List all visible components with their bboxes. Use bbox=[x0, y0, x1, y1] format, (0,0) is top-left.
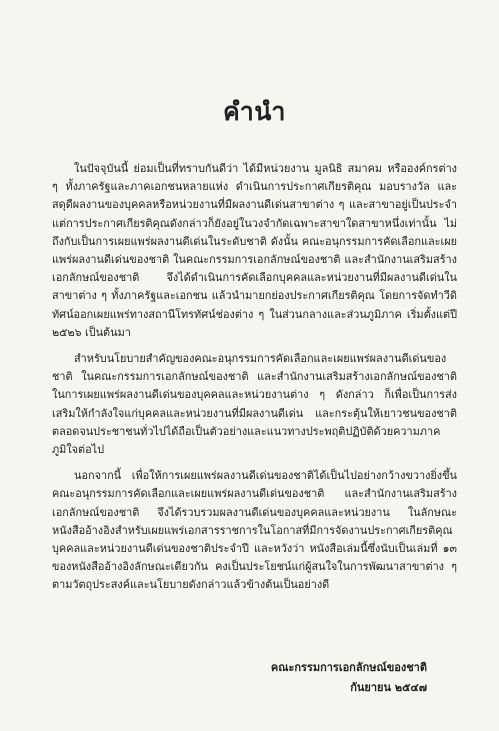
signature-block bbox=[271, 658, 427, 698]
document-body bbox=[52, 160, 457, 595]
signature-date: กันยายน ๒๕๔๗ bbox=[350, 680, 427, 694]
paragraph-1: ในปัจจุบันนี้ ย่อมเป็นที่ทราบกันดีว่า ได้มีหน่วยงาน มูลนิธิ สมาคม หรือองค์กรต่าง ๆ ทั้งภาครัฐและภาคเอกชนหลายแห่ง ดำเนินการประกาศเกียรติคุณ มอบรางวัล และสดุดีผลงานของบุคคลหรือหน่วยงานที่มีผลงานดีเด่นสาขาต่าง ๆ และสาขาอยู่เป็นประจำ แต่การประกาศเกียรติคุณดังกล่าวก็ยังอยู่ในวงจำกัดเฉพาะสาขาใดสาขาหนึ่งเท่านั้น ไม่ถึงกับเป็นการเผยแพร่ผลงานดีเด่นในระดับชาติ ดังนั้น คณะอนุกรรมการคัดเลือกและเผยแพร่ผลงานดีเด่นของชาติ ในคณะกรรมการเอกลักษณ์ของชาติ และสำนักงานเสริมสร้างเอกลักษณ์ของชาติ จึงได้ดำเนินการคัดเลือกบุคคลและหน่วยงานที่มีผลงานดีเด่นในสาขาต่าง ๆ ทั้งภาครัฐและเอกชน แล้วนำมายกย่องประกาศเกียรติคุณ โดยการจัดทำวีดิทัศน์ออกเผยแพร่ทางสถานีโทรทัศน์ช่องต่าง ๆ ในส่วนกลางและส่วนภูมิภาค เริ่มตั้งแต่ปี ๒๕๒๖ เป็นต้นมา bbox=[52, 162, 457, 339]
paragraph-2: สำหรับนโยบายสำคัญของคณะอนุกรรมการคัดเลือกและเผยแพร่ผลงานดีเด่นของชาติ ในคณะกรรมการเอกลักษณ์ของชาติ และสำนักงานเสริมสร้างเอกลักษณ์ของชาติ ในการเผยแพร่ผลงานดีเด่นของบุคคลและหน่วยงานต่าง ๆ ดังกล่าว ก็เพื่อเป็นการส่งเสริมให้กำลังใจแก่บุคคลและหน่วยงานที่มีผลงานดีเด่น และกระตุ้นให้เยาวชนของชาติตลอดจนประชาชนทั่วไปได้ถือเป็นตัวอย่างและแนวทางประพฤติปฏิบัติด้วยความภาคภูมิใจต่อไป bbox=[52, 352, 457, 457]
signature-organization: คณะกรรมการเอกลักษณ์ของชาติ bbox=[270, 661, 427, 674]
paragraph-3: นอกจากนี้ เพื่อให้การเผยแพร่ผลงานดีเด่นของชาติได้เป็นไปอย่างกว้างขวางยิ่งขึ้น คณะอนุกรรมการคัดเลือกและเผยแพร่ผลงานดีเด่นของชาติ และสำนักงานเสริมสร้างเอกลักษณ์ของชาติ จึงได้รวบรวมผลงานดีเด่นของบุคคลและหน่วยงาน ในลักษณะหนังสืออ้างอิงสำหรับเผยแพร่เอกสารราชการในโอกาสที่มีการจัดงานประกาศเกียรติคุณบุคคลและหน่วยงานดีเด่นของชาติประจำปี และหวังว่า หนังสือเล่มนี้ซึ่งนับเป็นเล่มที่ ๑๓ ของหนังสืออ้างอิงลักษณะเดียวกัน คงเป็นประโยชน์แก่ผู้สนใจในการพัฒนาสาขาต่าง ๆ ตามวัตถุประสงค์และนโยบายดังกล่าวแล้วข้างต้นเป็นอย่างดี bbox=[52, 469, 457, 592]
page-title: คำนำ bbox=[223, 97, 286, 126]
